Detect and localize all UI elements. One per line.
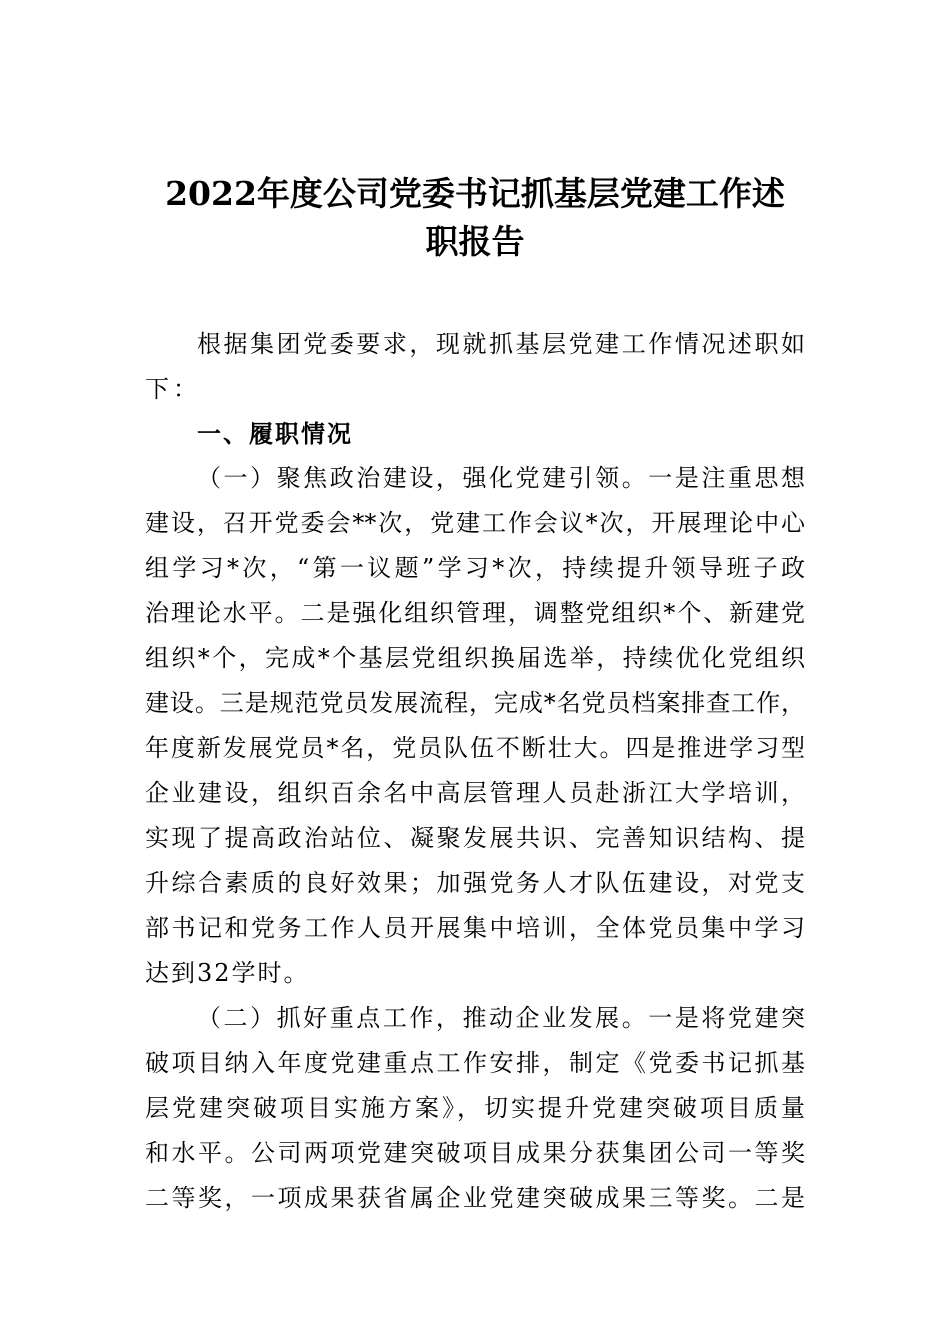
document-title-line-2: 职报告 [425,222,525,261]
paragraph-1-line-9: 实现了提高政治站位、凝聚发展共识、完善知识结构、提 [145,824,805,852]
paragraph-1-line-1: （一）聚焦政治建设，强化党建引领。一是注重思想 [197,464,805,492]
paragraph-1-line-6: 建设。三是规范党员发展流程，完成*名党员档案排查工作， [145,689,805,717]
paragraph-1-line-12: 达到32学时。 [145,959,310,987]
paragraph-1-line-11: 部书记和党务工作人员开展集中培训，全体党员集中学习 [145,914,805,942]
paragraph-2-line-5: 二等奖，一项成果获省属企业党建突破成果三等奖。二是 [145,1184,805,1212]
intro-line-1: 根据集团党委要求，现就抓基层党建工作情况述职如 [197,330,805,358]
paragraph-1-line-8: 企业建设，组织百余名中高层管理人员赴浙江大学培训， [145,779,805,807]
intro-line-2: 下： [145,375,201,403]
section-heading: 一、履职情况 [197,420,353,448]
paragraph-1-line-4: 治理论水平。二是强化组织管理，调整党组织*个、新建党 [145,599,805,627]
paragraph-2-line-2: 破项目纳入年度党建重点工作安排，制定《党委书记抓基 [145,1049,805,1077]
paragraph-1-line-5: 组织*个，完成*个基层党组织换届选举，持续优化党组织 [145,644,805,672]
paragraph-1-line-10: 升综合素质的良好效果；加强党务人才队伍建设，对党支 [145,869,805,897]
paragraph-2-line-1: （二）抓好重点工作，推动企业发展。一是将党建突 [197,1004,805,1032]
paragraph-1-line-7: 年度新发展党员*名，党员队伍不断壮大。四是推进学习型 [145,734,805,762]
paragraph-2-line-4: 和水平。公司两项党建突破项目成果分获集团公司一等奖 [145,1139,805,1167]
paragraph-1-line-3: 组学习*次，“第一议题”学习*次，持续提升领导班子政 [145,554,805,582]
paragraph-2-line-3: 层党建突破项目实施方案》，切实提升党建突破项目质量 [145,1094,805,1122]
document-title-line-1: 2022年度公司党委书记抓基层党建工作述 [165,174,785,213]
paragraph-1-line-2: 建设，召开党委会**次，党建工作会议*次，开展理论中心 [145,509,805,537]
